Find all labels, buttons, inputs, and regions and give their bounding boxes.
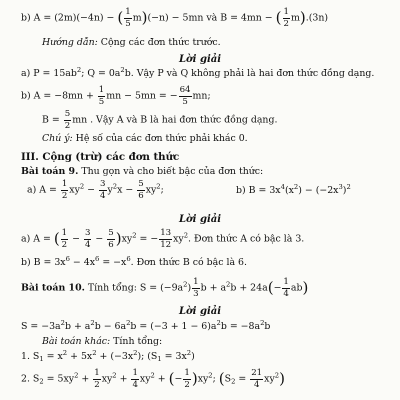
problem-9-b: b) $B = 3x^4(x^2) - (-2x^3)^2$ [236,183,351,196]
other-problem-1: 1. $S_1 = x^2 + 5x^2 + (-3x^2)$; $(S_1 = 3x^2)$ [21,349,195,363]
problem-9-title: Bài toán 9. Thu gọn và cho biết bậc của đơn thức: [21,166,264,177]
solution-9-b: b) $B = 3x^6 - 4x^6 = -x^6$. Đơn thức B có bậc là 6. [21,255,247,268]
problem-10-title: Bài toán 10. Tính tổng: $S = (-9a^2)$ $\frac{1}{3}$ $b + a^2b + 24a(-$ $\frac{1}{4}$ ab) [21,277,309,299]
solution-heading-3: Lời giải [178,306,222,317]
hint-line: Hướng dẫn: Cộng các đơn thức trước. [42,37,221,48]
solution-heading-2: Lời giải [178,214,222,225]
exercise-line-b: b) A = (2m)(−4n) − ( $\frac{1}{5}$ m)(−n) − 5mn và B = 4mn − ( $\frac{1}{2}$ m).(3n) [21,7,329,29]
note-line: Chú ý: Hệ số của các đơn thức phải khác 0. [42,133,248,144]
solution-line-b-cont: B = $\frac{5}{2}$ mn . Vậy A và B là hai đơn thức đồng dạng. [42,109,278,131]
solution-9-a: a) A = ( $\frac{1}{2}$ − $\frac{3}{4}$ − $\frac{5}{6}$ )$xy^2$ = − $\frac{13}{12}$ $xy^2$. Đơn thức A có bậc là 3. [21,228,305,250]
solution-line-a: a) $P = 15ab^2$; $Q = 0a^2b$. Vậy P và Q không phải là hai đơn thức đồng dạng. [21,66,375,79]
section-title: III. Cộng (trừ) các đơn thức [21,151,180,163]
other-problem-2: 2. $S_2 = 5xy^2$ + $\frac{1}{2}$ $xy^2$ + $\frac{1}{4}$ $xy^2$ + (− $\frac{1}{2}$ )$xy^2$; ($S_2$ = $\frac{21}{4}$ $xy^2$) [21,368,285,390]
solution-line-b: b) A = −8mn + $\frac{1}{5}$ mn − 5mn = − $\frac{64}{5}$ mn; [21,85,211,107]
solution-heading: Lời giải [178,54,222,65]
problem-9-a: a) A = $\frac{1}{2}$ $xy^2$ − $\frac{3}{4}$ $y^2x$ − $\frac{5}{6}$ $xy^2$; [27,179,164,201]
other-problem-title: Bài toán khác: Tính tổng: [42,336,163,347]
solution-10: $S = -3a^2b + a^2b - 6a^2b = (-3 + 1 - 6)a^2b = -8a^2b$ [21,319,271,332]
